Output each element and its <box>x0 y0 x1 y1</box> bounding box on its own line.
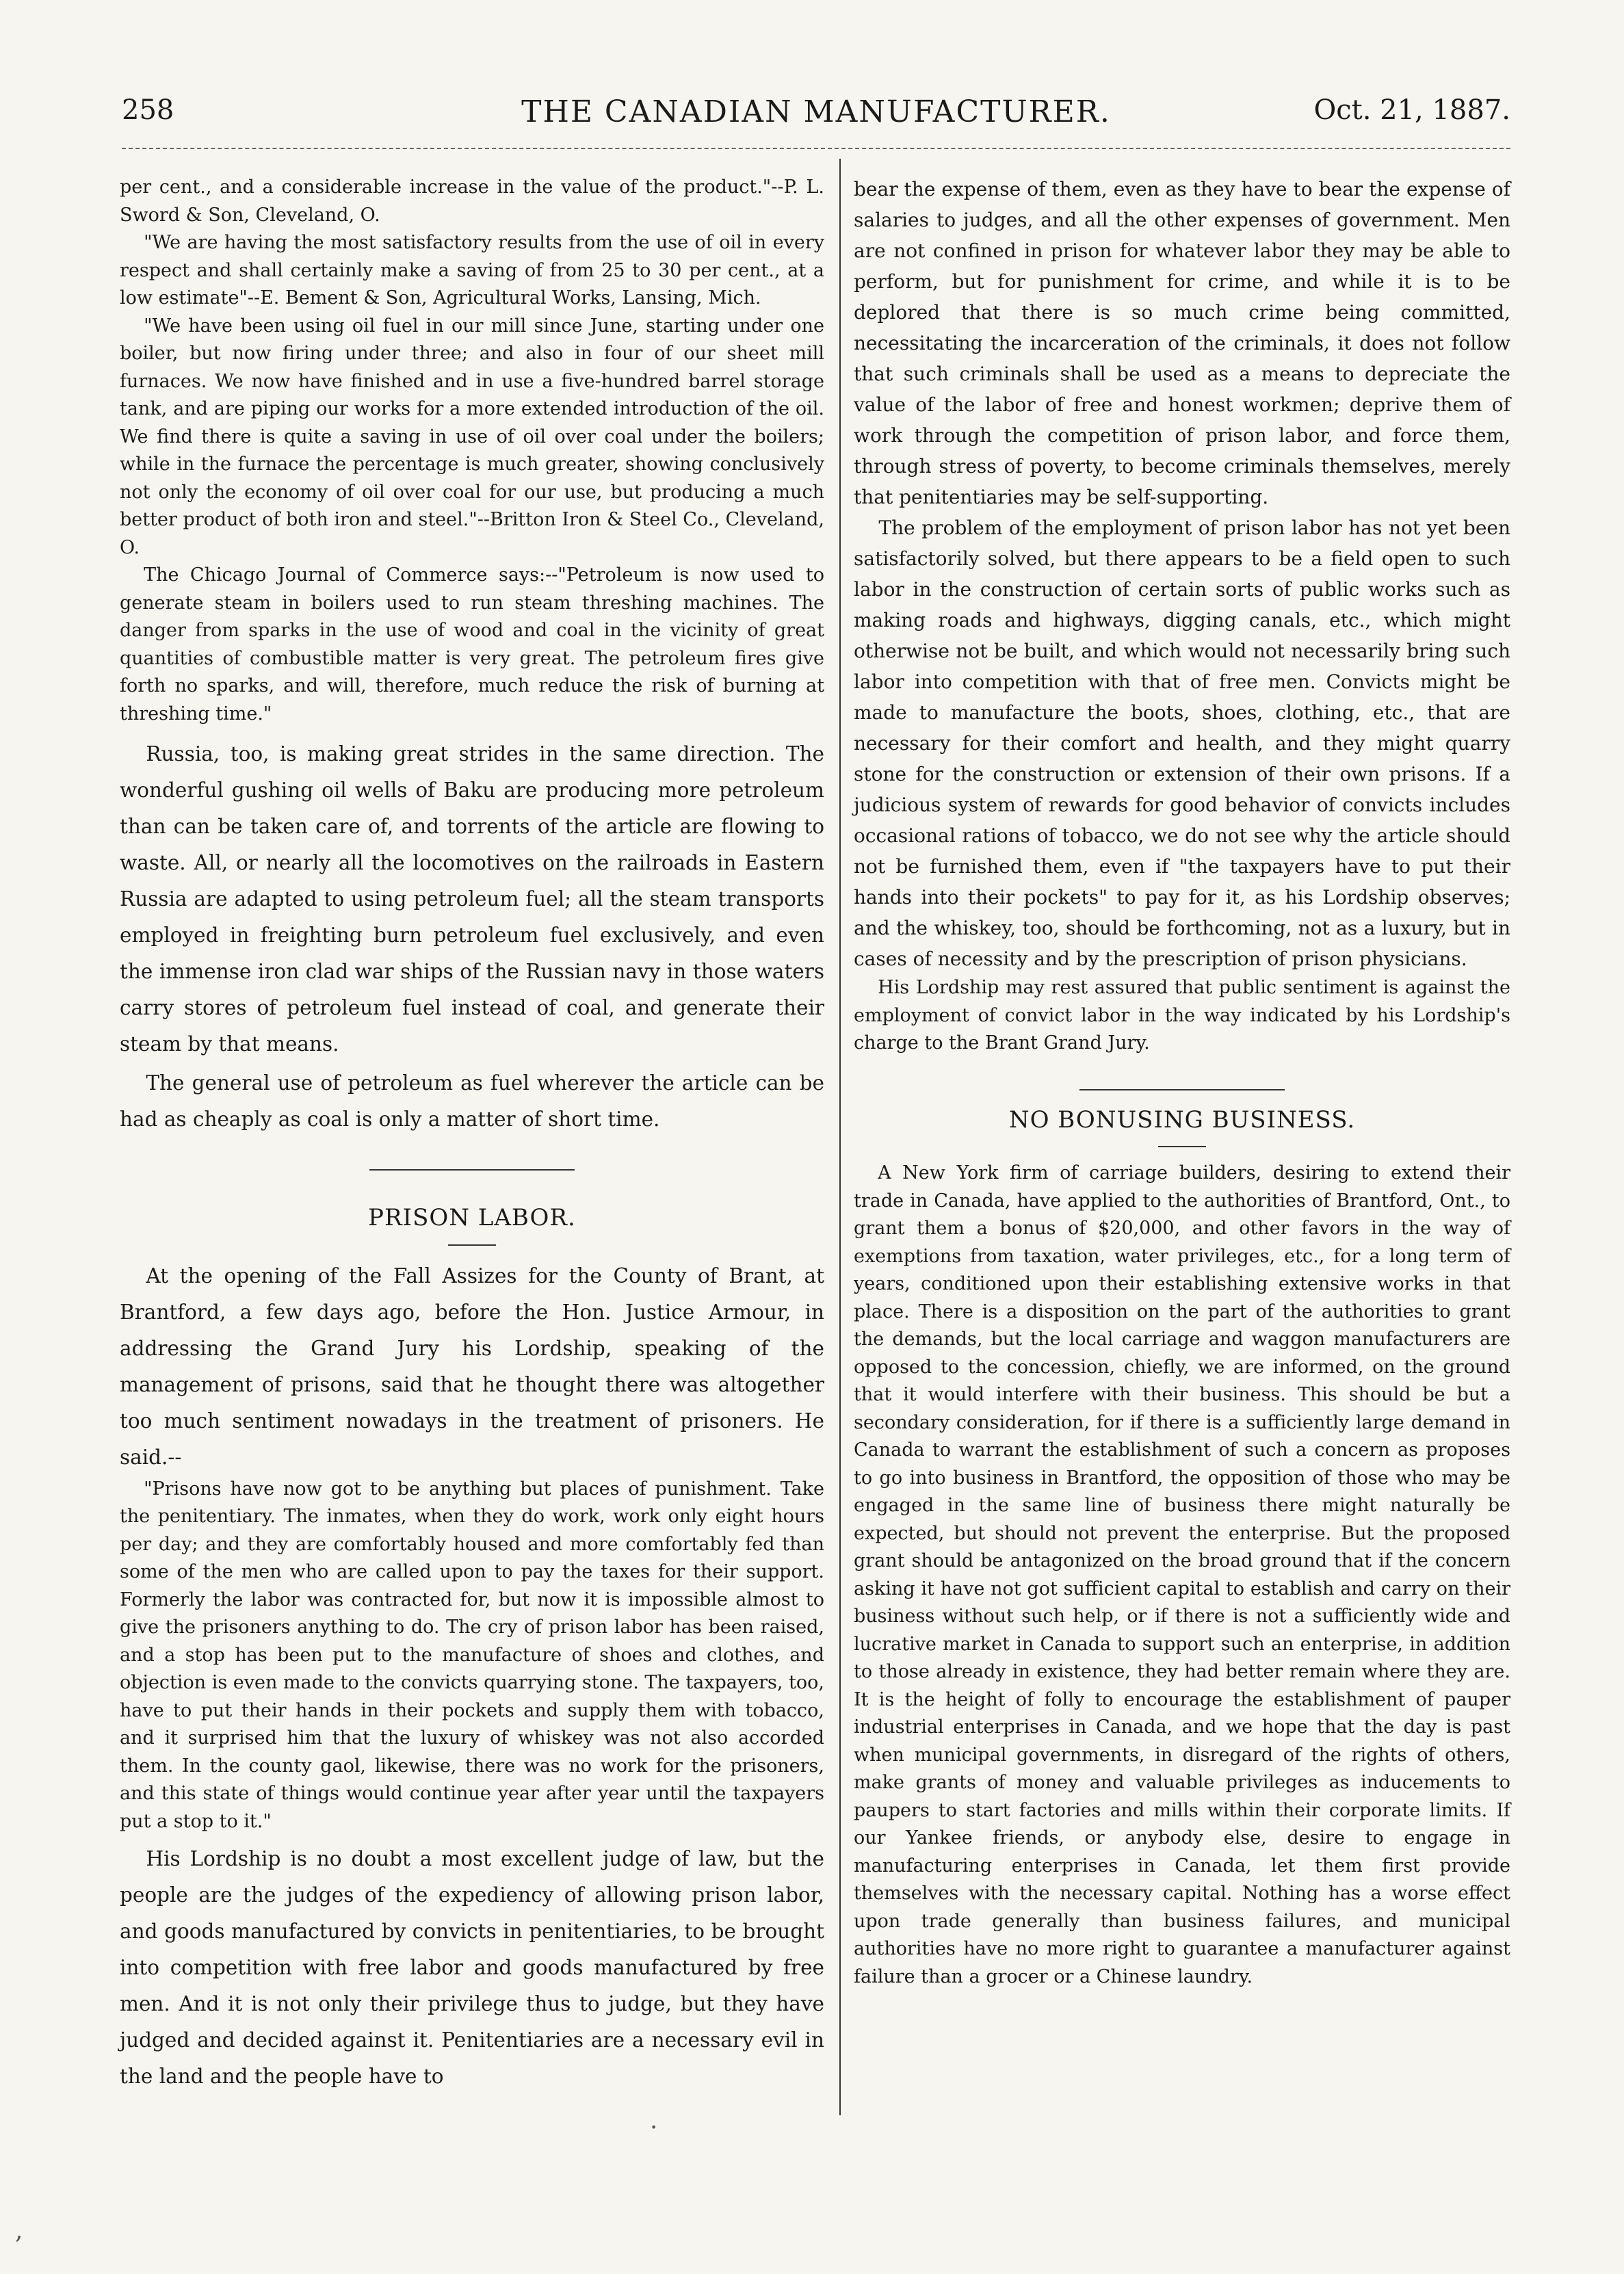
article-paragraph: At the opening of the Fall Assizes for the County of Brant, at Brantford, a few days ago, before the Hon. Justice Armour, in addressing the Grand Jury his Lordship, speaking of the management of prisons, said that he thought there was altogether too much sentiment nowadays in the treatment of prisoners. He said.-- <box>120 1264 824 1469</box>
issue-date: Oct. 21, 1887. <box>1313 94 1510 126</box>
article-paragraph: A New York firm of carriage builders, desiring to extend their trade in Canada, have applied to the authorities of Brantford, Ont., to grant them a bonus of $20,000, and other favors in the way of exemptions from taxation, water privileges, etc., for a long term of years, conditioned upon their establishing extensive works in that place. There is a disposition on the part of the authorities to grant the demands, but the local carriage and waggon manufacturers are opposed to the concession, chiefly, we are informed, on the ground that it would interfere with their business. This should be but a secondary consideration, for if there is a sufficiently large demand in Canada to warrant the establishment of such a concern as proposes to go into business in Brantford, the opposition of those who may be engaged in the same line of business there might naturally be expected, but should not prevent the enterprise. But the proposed grant should be antagonized on the broad ground that if the concern asking it have not got sufficient capital to establish and carry on their business without such help, or if there is not a sufficiently wide and lucrative market in Canada to support such an enterprise, in addition to those already in existence, they had better remain where they are. It is the height of folly to encourage the establishment of pauper industrial enterprises in Canada, and we hope that the day is past when municipal governments, in disregard of the rights of others, make grants of money and valuable privileges as inducements to paupers to start factories and mills within their corporate limits. If our Yankee friends, or anybody else, desire to engage in manufacturing enterprises in Canada, let them first provide themselves with the necessary capital. Nothing has a worse effect upon trade generally than business failures, and municipal authorities have no more right to guarantee a manufacturer against failure than a grocer or a Chinese laundry. <box>854 1162 1510 1987</box>
header-rule <box>122 148 1510 149</box>
left-column <box>120 174 824 2095</box>
article-paragraph: per cent., and a considerable increase in the value of the product."--P. L. Sword & Son, Cleveland, O. <box>120 177 824 226</box>
article-paragraph: The problem of the employment of prison labor has not yet been satisfactorily solved, but there appears to be a field open to such labor in the construction of certain sorts of public works such as making roads and highways, digging canals, etc., which might otherwise not be built, and which would not necessarily bring such labor into competition with that of free men. Convicts might be made to manufacture the boots, shoes, clothing, etc., that are necessary for their comfort and health, and they might quarry stone for the construction or extension of their own prisons. If a judicious system of rewards for good behavior of convicts includes occasional rations of tobacco, we do not see why the article should not be furnished them, even if "the taxpayers have to put their hands into their pockets" to pay for it, as his Lordship observes; and the whiskey, too, should be forthcoming, not as a luxury, but in cases of necessity and by the prescription of prison physicians. <box>854 517 1510 970</box>
print-speck: , <box>15 2217 23 2245</box>
article-paragraph: His Lordship is no doubt a most excellent judge of law, but the people are the judges of the expediency of allowing prison labor, and goods manufactured by convicts in penitentiaries, to be brought into competition with free labor and goods manufactured by free men. And it is not only their privilege thus to judge, but they have judged and decided against it. Penitentiaries are a necessary evil in the land and the people have to <box>120 1847 824 2088</box>
article-paragraph: The general use of petroleum as fuel wherever the article can be had as cheaply as coal is only a matter of short time. <box>120 1071 824 1131</box>
print-speck: · <box>650 2114 658 2142</box>
column-divider <box>839 159 841 2115</box>
masthead-title: THE CANADIAN MANUFACTURER. <box>521 94 1111 129</box>
right-column <box>854 174 1510 1991</box>
article-paragraph: "We are having the most satisfactory results from the use of oil in every respect and shall certainly make a saving of from 25 to 30 per cent., at a low estimate"--E. Bement & Son, Agricultural Works, Lansing, Mich. <box>120 232 824 309</box>
article-paragraph: The Chicago Journal of Commerce says:--"Petroleum is now used to generate steam in boilers used to run steam threshing machines. The danger from sparks in the use of wood and coal in the vicinity of great quantities of combustible matter is very great. The petroleum fires give forth no sparks, and will, therefore, much reduce the risk of burning at threshing time." <box>120 564 824 724</box>
article-paragraph: His Lordship may rest assured that public sentiment is against the employment of convict labor in the way indicated by his Lordship's charge to the Brant Grand Jury. <box>854 977 1510 1054</box>
article-paragraph: Russia, too, is making great strides in the same direction. The wonderful gushing oil wells of Baku are producing more petroleum than can be taken care of, and torrents of the article are flowing to waste. All, or nearly all the locomotives on the railroads in Eastern Russia are adapted to using petroleum fuel; all the steam transports employed in freighting burn petroleum fuel exclusively, and even the immense iron clad war ships of the Russian navy in those waters carry stores of petroleum fuel instead of coal, and generate their steam by that means. <box>120 742 824 1056</box>
page-number: 258 <box>122 94 174 126</box>
quoted-charge: "Prisons have now got to be anything but places of punishment. Take the penitentiary. The inmates, when they do work, work only eight hours per day; and they are comfortably housed and more comfortably fed than some of the men who are called upon to pay the taxes for their support. Formerly the labor was contracted for, but now it is impossible almost to give the prisoners anything to do. The cry of prison labor has been raised, and a stop has been put to the manufacture of shoes and clothes, and objection is even made to the convicts quarrying stone. The taxpayers, too, have to put their hands in their pockets and supply them with tobacco, and it surprised him that the luxury of whiskey was not also accorded them. In the county gaol, likewise, there was no work for the prisoners, and this state of things would continue year after year until the taxpayers put a stop to it." <box>120 1478 824 1832</box>
running-header <box>122 94 1510 135</box>
article-paragraph: "We have been using oil fuel in our mill since June, starting under one boiler, but now firing under three; and also in four of our sheet mill furnaces. We now have finished and in use a five-hundred barrel storage tank, and are piping our works for a more extended introduction of the oil. We find there is quite a saving in use of oil over coal under the boilers; while in the furnace the percentage is much greater, showing conclusively not only the economy of oil over coal for our use, but producing a much better product of both iron and steel."--Britton Iron & Steel Co., Cleveland, O. <box>120 315 824 558</box>
section-title-prison-labor: PRISON LABOR. <box>120 1138 824 1233</box>
article-paragraph: bear the expense of them, even as they have to bear the expense of salaries to judges, and all the other expenses of government. Men are not confined in prison for whatever labor they may be able to perform, but for punishment for crime, and while it is to be deplored that there is so much crime being committed, necessitating the incarceration of the criminals, it does not follow that such criminals shall be used as a means to depreciate the value of the labor of free and honest workmen; deprive them of work through the competition of prison labor, and force them, through stress of poverty, to become criminals themselves, merely that penitentiaries may be self-supporting. <box>854 178 1510 508</box>
section-title-no-bonusing: NO BONUSING BUSINESS. <box>854 1058 1510 1136</box>
